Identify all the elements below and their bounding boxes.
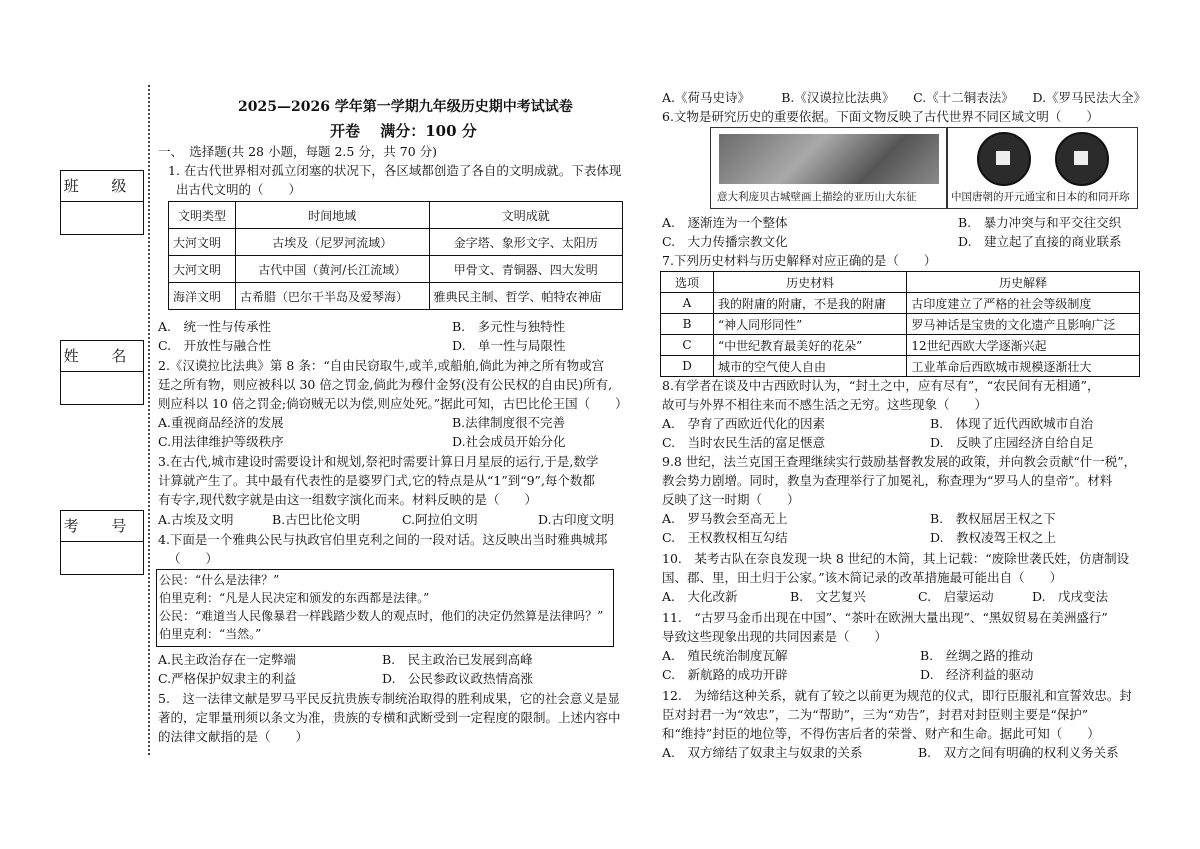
q11-option-b[interactable]: B. 丝绸之路的推动 [920, 648, 1034, 663]
table-row [661, 293, 1140, 314]
binding-line [148, 85, 150, 755]
table-cell: 古埃及（尼罗河流域） [236, 229, 430, 256]
table-row [169, 256, 623, 283]
q9-line1: 9.8 世纪，法兰克国王查理继续实行鼓励基督教发展的政策，并向教会贡献“什一税”， [662, 454, 1137, 469]
q3-line1: 3.在古代,城市建设时需要设计和规划,祭祀时需要计算日月星辰的运行,于是,数学 [158, 454, 599, 469]
table-cell: 古印度建立了严格的社会等级制度 [907, 293, 1140, 314]
section-heading: 一、 选择题(共 28 小题，每题 2.5 分，共 70 分) [158, 144, 438, 159]
page-subtitle: 开卷 满分：100 分 [330, 122, 477, 140]
q10-option-b[interactable]: B. 文艺复兴 [790, 589, 866, 604]
table-header-cell: 文明类型 [169, 202, 236, 229]
table-header-row [661, 272, 1140, 293]
table-cell: 我的附庸的附庸，不是我的附庸 [714, 293, 907, 314]
q8-option-c[interactable]: C. 当时农民生活的富足惬意 [662, 435, 826, 450]
q6-image-coins [946, 127, 1138, 209]
table-cell: 工业革命后西欧城市规模逐渐壮大 [907, 356, 1140, 377]
q4-option-d[interactable]: D. 公民参政议政热情高涨 [382, 671, 534, 686]
q6-stem: 6.文物是研究历史的重要依据。下面文物反映了古代世界不同区域文明（ ） [662, 109, 1099, 124]
q12-option-a[interactable]: A. 双方缔结了奴隶主与奴隶的关系 [662, 745, 863, 760]
mural-picture [719, 134, 939, 184]
q1-option-d[interactable]: D. 单一性与局限性 [452, 338, 566, 353]
q3-option-d[interactable]: D.古印度文明 [538, 512, 615, 527]
q12-line1: 12. 为缔结这种关系，就有了较之以前更为规范的仪式，即行臣服礼和宣誓效忠。封 [662, 688, 1132, 703]
q3-option-c[interactable]: C.阿拉伯文明 [402, 512, 478, 527]
q8-option-d[interactable]: D. 反映了庄园经济自给自足 [930, 435, 1094, 450]
q11-option-c[interactable]: C. 新航路的成功开辟 [662, 667, 788, 682]
q2-line1: 2.《汉谟拉比法典》第 8 条：“自由民窃取牛,或羊,或船舶,倘此为神之所有物或宫 [158, 358, 605, 373]
q3-line3: 有专字,现代数字就是由这一组数字演化而来。材料反映的是（ ） [158, 492, 537, 507]
table-cell: 古希腊（巴尔干半岛及爱琴海） [236, 283, 430, 310]
table-header-cell: 历史材料 [714, 272, 907, 293]
name-field[interactable] [61, 372, 143, 404]
table-cell: 大河文明 [169, 229, 236, 256]
table-cell: B [661, 314, 714, 335]
table-row [169, 229, 623, 256]
q2-line2: 廷之所有物，则应被科以 30 倍之罚金,倘此为穆什金努(没有公民权的自由民)所有, [158, 377, 613, 392]
table-cell: 雅典民主制、哲学、帕特农神庙 [429, 283, 623, 310]
q5-line1: 5. 这一法律文献是罗马平民反抗贵族专制统治取得的胜利成果，它的社会意义是显 [158, 691, 620, 706]
number-box [60, 510, 144, 575]
q6-option-b[interactable]: B. 暴力冲突与和平交往交织 [958, 215, 1122, 230]
q8-option-b[interactable]: B. 体现了近代西欧城市自治 [930, 416, 1094, 431]
coin-wado-kaichin [1055, 132, 1109, 186]
table-cell: C [661, 335, 714, 356]
name-label: 姓 名 [61, 341, 143, 372]
table-cell: 金字塔、象形文字、太阳历 [429, 229, 623, 256]
q4-dialog-box [156, 569, 614, 647]
q6-option-a[interactable]: A. 逐渐连为一个整体 [662, 215, 788, 230]
table-row [661, 314, 1140, 335]
number-label: 考 号 [61, 511, 143, 542]
q6-option-d[interactable]: D. 建立起了直接的商业联系 [958, 234, 1122, 249]
table-cell: 城市的空气使人自由 [714, 356, 907, 377]
table-cell: 海洋文明 [169, 283, 236, 310]
q8-line1: 8.有学者在谈及中古西欧时认为，“封土之中，应有尽有”，“农民间有无相通”， [662, 378, 1100, 393]
q9-option-d[interactable]: D. 教权凌驾王权之上 [930, 530, 1057, 545]
q3-option-a[interactable]: A.古埃及文明 [158, 512, 234, 527]
q9-option-c[interactable]: C. 王权教权相互勾结 [662, 530, 788, 545]
class-box [60, 170, 144, 235]
number-field[interactable] [61, 542, 143, 574]
q2-option-a[interactable]: A.重视商品经济的发展 [158, 415, 284, 430]
table-cell: D [661, 356, 714, 377]
q4-dialog-line: 伯里克利：“当然。” [159, 627, 262, 641]
name-box [60, 340, 144, 405]
table-cell: 古代中国（黄河/长江流域） [236, 256, 430, 283]
q1-stem-line1: 1. 在古代世界相对孤立闭塞的状况下，各区域都创造了各自的文明成就。下表体现 [168, 163, 622, 178]
q1-option-c[interactable]: C. 开放性与融合性 [158, 338, 272, 353]
q1-option-a[interactable]: A. 统一性与传承性 [158, 319, 272, 334]
q6-option-c[interactable]: C. 大力传播宗教文化 [662, 234, 788, 249]
table-header-cell: 文明成就 [429, 202, 623, 229]
q4-line1: 4.下面是一个雅典公民与执政官伯里克利之间的一段对话。这反映出当时雅典城邦 [158, 532, 608, 547]
q12-line2: 臣对封君一为“效忠”，二为“帮助”，三为“劝告”，封君对封臣则主要是“保护” [662, 707, 1089, 722]
q6-image-mural [710, 127, 948, 209]
q10-line1: 10. 某考古队在奈良发现一块 8 世纪的木简，其上记载：“废除世袭氏姓，仿唐制设 [662, 551, 1130, 566]
q9-option-a[interactable]: A. 罗马教会至高无上 [662, 511, 788, 526]
q6-caption-1: 意大利庞贝古城壁画上描绘的亚历山大东征 [717, 191, 917, 203]
q1-option-b[interactable]: B. 多元性与独特性 [452, 319, 566, 334]
q7-table [660, 271, 1140, 377]
q5-line3: 的法律文献指的是（ ） [158, 729, 309, 744]
class-label: 班 级 [61, 171, 143, 202]
q5-options[interactable]: A.《荷马史诗》 B.《汉谟拉比法典》 C.《十二铜表法》 D.《罗马民法大全》 [662, 90, 1147, 105]
q4-option-a[interactable]: A.民主政治存在一定弊端 [158, 652, 297, 667]
q11-option-a[interactable]: A. 殖民统治制度瓦解 [662, 648, 788, 663]
q4-dialog-line: 公民：“什么是法律？” [159, 573, 280, 587]
q4-option-b[interactable]: B. 民主政治已发展到高峰 [382, 652, 533, 667]
q11-line1: 11. “古罗马金币出现在中国”、“茶叶在欧洲大量出现”、“黑奴贸易在美洲盛行” [662, 610, 1108, 625]
table-header-cell: 选项 [661, 272, 714, 293]
table-header-cell: 时间地域 [236, 202, 430, 229]
q6-caption-2: 中国唐朝的开元通宝和日本的和同开珎 [951, 191, 1130, 203]
class-field[interactable] [61, 202, 143, 234]
q12-option-b[interactable]: B. 双方之间有明确的权利义务关系 [918, 745, 1119, 760]
q1-table [168, 201, 623, 310]
q3-line2: 计算就产生了。其中最有代表性的是婆罗门式,它的特点是从“1”到“9”,每个数都 [158, 473, 595, 488]
q2-line3: 则应科以 10 倍之罚金;倘窃贼无以为偿,则应处死。”据此可知，古巴比伦王国（ ） [158, 396, 628, 411]
q9-line2: 教会势力剧增。同时，教皇为查理举行了加冕礼，称查理为“罗马人的皇帝”。材料 [662, 473, 1113, 488]
table-cell: “神人同形同性” [714, 314, 907, 335]
q9-option-b[interactable]: B. 教权屈居王权之下 [930, 511, 1056, 526]
q11-line2: 导致这些现象出现的共同因素是（ ） [662, 629, 888, 644]
table-header-row [169, 202, 623, 229]
q10-line2: 国、郡、里，田土归于公家。”该木简记录的改革措施最可能出自（ ） [662, 570, 1063, 585]
q2-option-b[interactable]: B.法律制度很不完善 [452, 415, 566, 430]
q10-option-a[interactable]: A. 大化改新 [662, 589, 738, 604]
q4-dialog-line: 公民：“难道当人民像暴君一样践踏少数人的观点时，他们的决定仍然算是法律吗？” [159, 609, 604, 623]
q2-option-c[interactable]: C.用法律维护等级秩序 [158, 434, 284, 449]
q2-option-d[interactable]: D.社会成员开始分化 [452, 434, 566, 449]
table-row [661, 335, 1140, 356]
q12-line3: 和“维持”封臣的地位等，不得伤害后者的荣誉、财产和生命。据此可知（ ） [662, 726, 1100, 741]
table-row [169, 283, 623, 310]
table-cell: 12世纪西欧大学逐渐兴起 [907, 335, 1140, 356]
table-cell: A [661, 293, 714, 314]
q4-line2: （ ） [168, 551, 219, 566]
q10-option-c[interactable]: C. 启蒙运动 [918, 589, 994, 604]
table-cell: 大河文明 [169, 256, 236, 283]
q4-option-c[interactable]: C.严格保护奴隶主的利益 [158, 671, 297, 686]
table-cell: “中世纪教育最美好的花朵” [714, 335, 907, 356]
q11-option-d[interactable]: D. 经济利益的驱动 [920, 667, 1034, 682]
q7-stem: 7.下列历史材料与历史解释对应正确的是（ ） [662, 253, 937, 268]
q4-dialog-line: 伯里克利：“凡是人民决定和颁发的东西都是法律。” [159, 591, 430, 605]
q1-stem-line2: 出古代文明的（ ） [176, 182, 302, 197]
q10-option-d[interactable]: D. 戊戌变法 [1032, 589, 1109, 604]
page-title: 2025—2026 学年第一学期九年级历史期中考试试卷 [238, 99, 573, 115]
table-row [661, 356, 1140, 377]
q3-option-b[interactable]: B.古巴比伦文明 [272, 512, 361, 527]
q9-line3: 反映了这一时期（ ） [662, 492, 800, 507]
table-cell: 甲骨文、青铜器、四大发明 [429, 256, 623, 283]
table-cell: 罗马神话是宝贵的文化遗产且影响广泛 [907, 314, 1140, 335]
q5-line2: 著的，定罪量刑须以条文为准，贵族的专横和武断受到一定程度的限制。上述内容中 [158, 710, 621, 725]
q8-line2: 故可与外界不相往来而不感生活之无穷。这些现象（ ） [662, 397, 988, 412]
q8-option-a[interactable]: A. 孕育了西欧近代化的因素 [662, 416, 826, 431]
table-header-cell: 历史解释 [907, 272, 1140, 293]
coin-kaiyuan-tongbao [977, 132, 1031, 186]
